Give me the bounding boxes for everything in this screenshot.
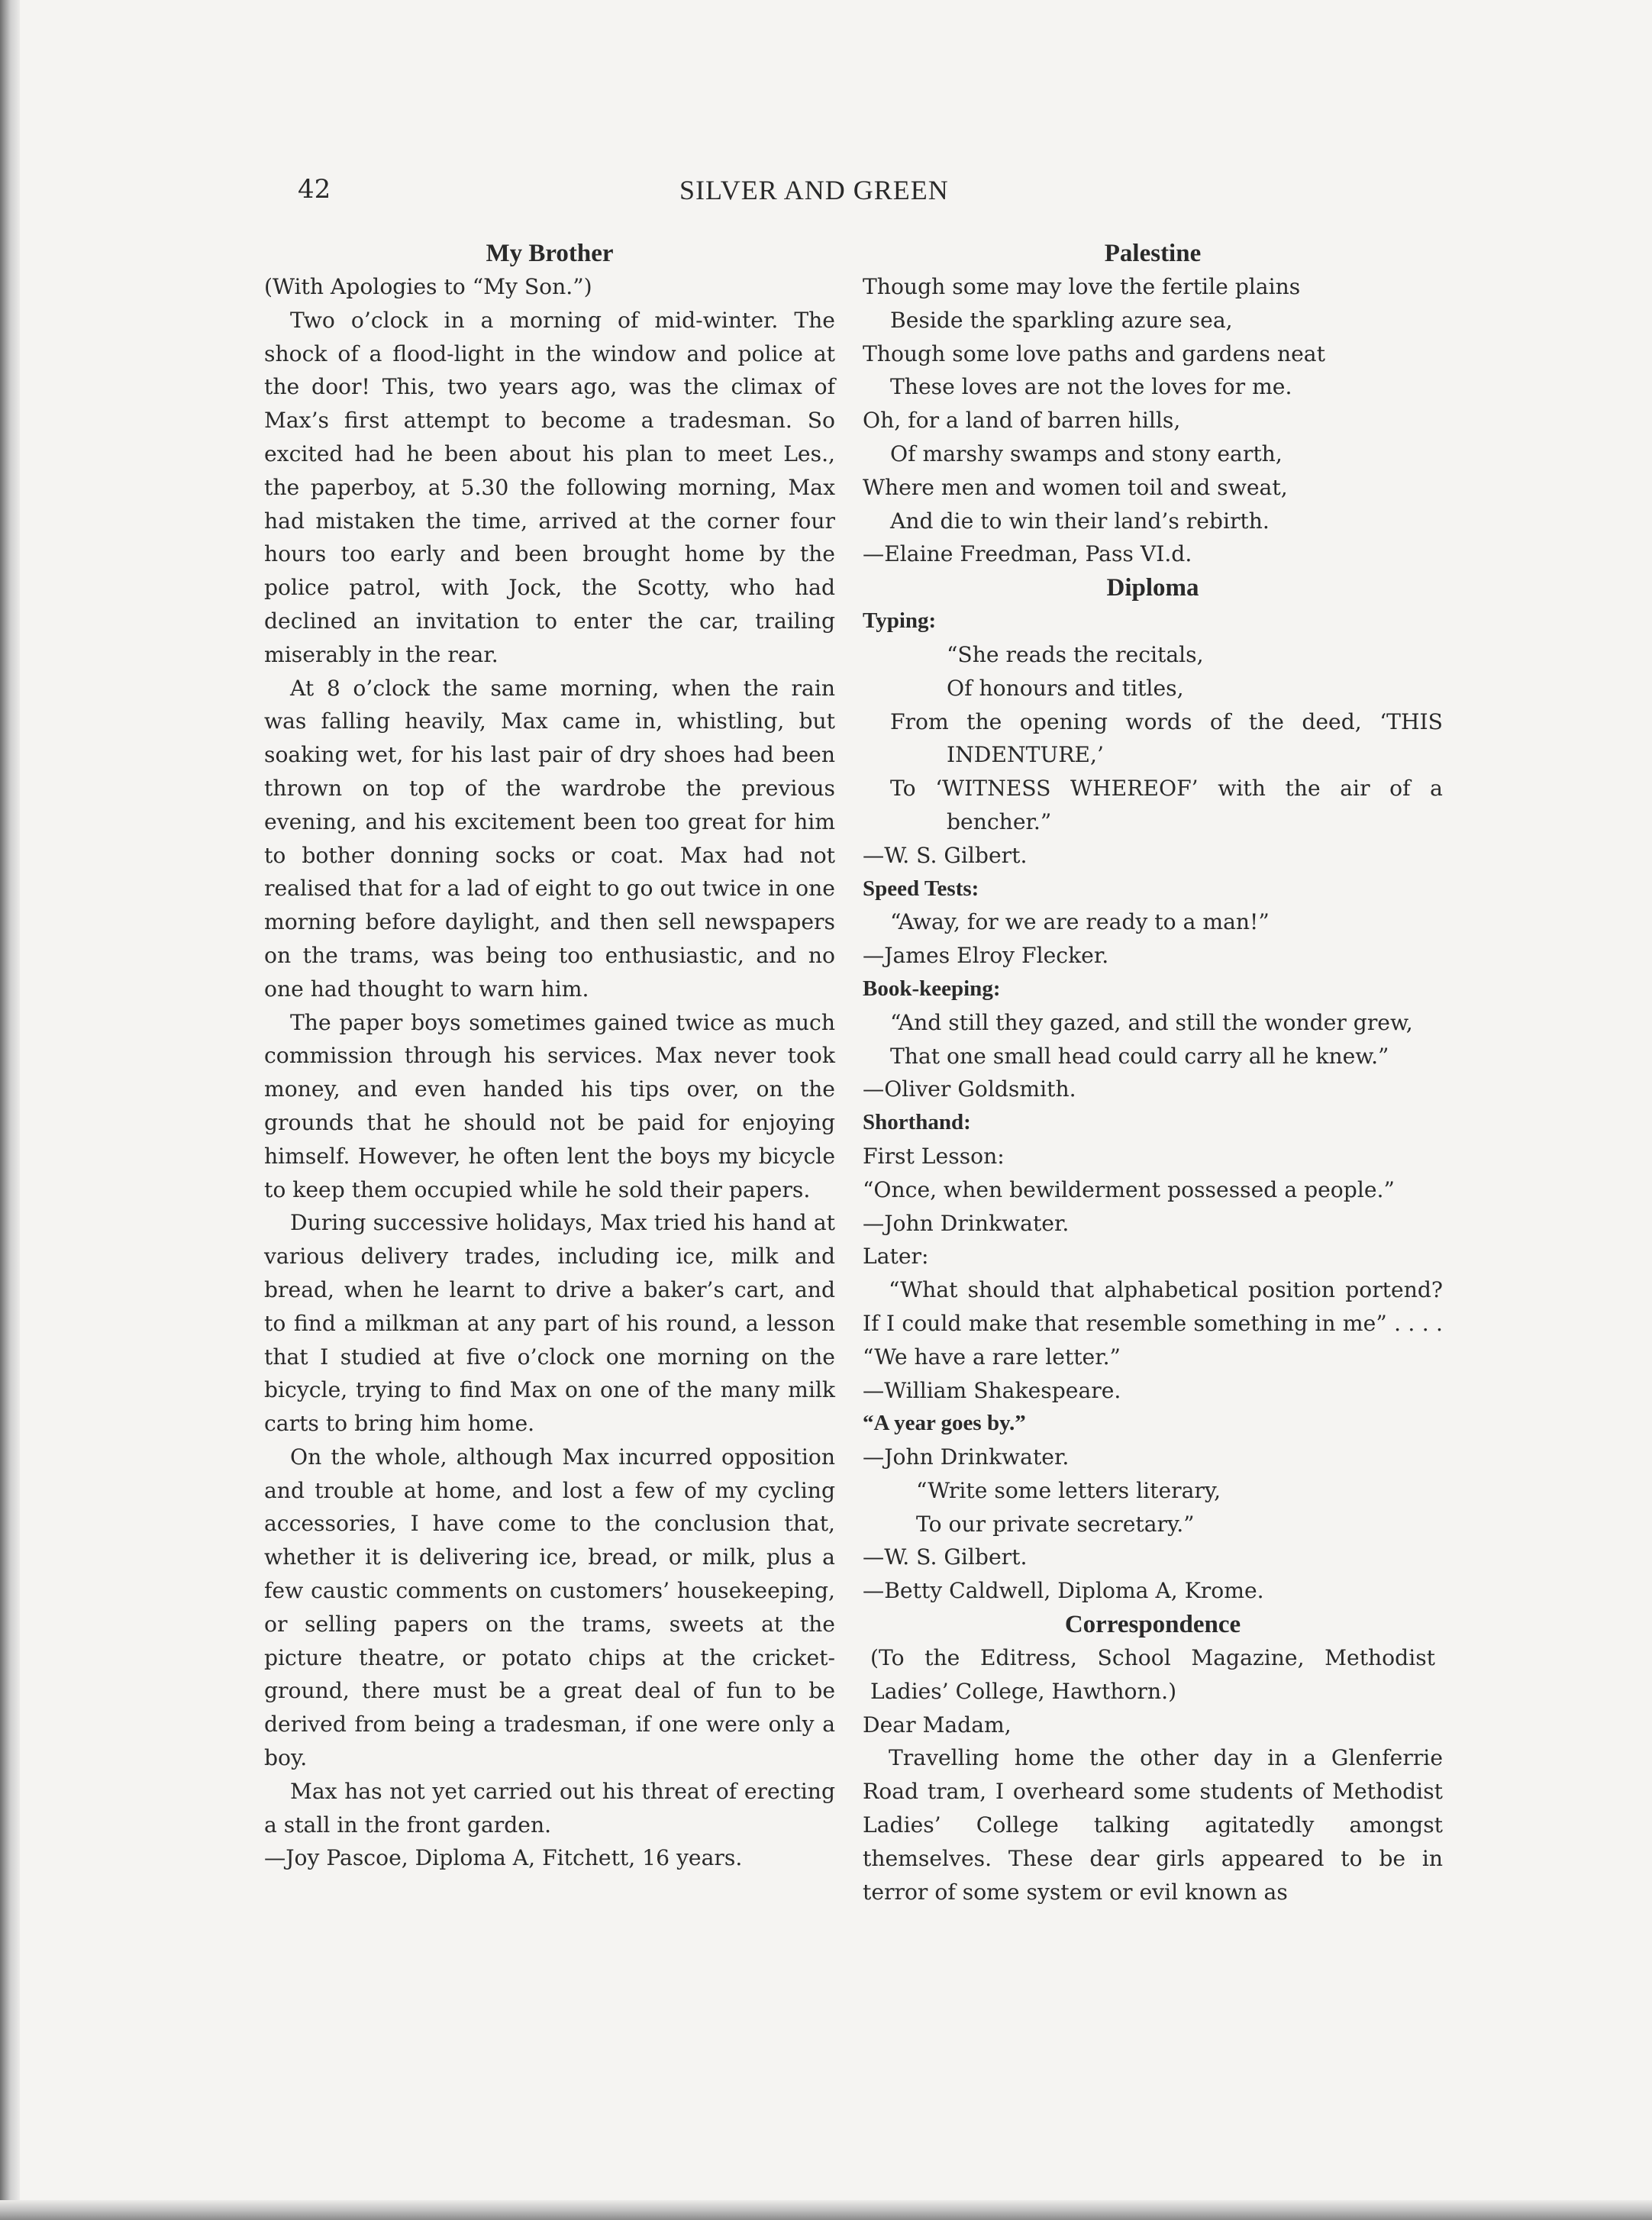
quote-attribution: —William Shakespeare.: [863, 1377, 1121, 1403]
quote-line: “Away, for we are ready to a man!”: [890, 909, 1270, 935]
paragraph: During successive holidays, Max tried his hand at various delivery trades, including ice, milk and bread, when he learnt to drive a baker’s cart, and to find a milkman at any part of his round, a lesson that I studied at five o’clock one morning on the bicycle, trying to find Max on one of the many milk carts to bring him home.: [264, 1210, 835, 1437]
lesson-label: First Lesson:: [863, 1143, 1005, 1169]
poem-line: Though some may love the fertile plains: [863, 274, 1301, 299]
letter-address: (To the Editress, School Magazine, Methodist Ladies’ College, Hawthorn.): [870, 1645, 1435, 1704]
left-column: [264, 237, 835, 1875]
lesson-label: Later:: [863, 1244, 929, 1270]
quote-line: To ‘WITNESS WHEREOF’ with the air of a bencher.”: [890, 776, 1443, 834]
poem-line: Where men and women toil and sweat,: [863, 474, 1288, 500]
poem-line: Oh, for a land of barren hills,: [863, 408, 1181, 434]
section-label-typing: Typing:: [863, 608, 937, 634]
article-title-my-brother: My Brother: [486, 240, 614, 267]
paragraph: Max has not yet carried out his threat of erecting a stall in the front garden.: [264, 1778, 835, 1838]
article-title-diploma: Diploma: [1106, 574, 1199, 602]
article-title-correspondence: Correspondence: [1064, 1611, 1241, 1639]
article-subtitle: (With Apologies to “My Son.”): [264, 274, 592, 299]
author-signature: —Elaine Freedman, Pass VI.d.: [863, 541, 1192, 567]
quote-line: From the opening words of the deed, ‘THIS INDENTURE,’: [890, 708, 1443, 768]
poem-line: These loves are not the loves for me.: [890, 374, 1292, 400]
quote-line: “What should that alphabetical position portend? If I could make that resemble something in me” . . . . “We have a rare letter.”: [863, 1277, 1443, 1370]
section-label-speed-tests: Speed Tests:: [863, 876, 979, 901]
quote-attribution: —W. S. Gilbert.: [863, 1544, 1028, 1570]
paragraph: Two o’clock in a morning of mid-winter. The shock of a flood-light in the window and police at the door! This, two years ago, was the climax of Max’s first attempt to become a tradesman. So excited had he been about his plan to meet Les., the paperboy, at 5.30 the following morning, Max had mistaken the time, arrived at the corner four hours too early and been brought home by the police patrol, with Jock, the Scotty, who had declined an invitation to enter the car, trailing miserably in the rear.: [264, 307, 835, 667]
quote-line: “And still they gazed, and still the wonder grew,: [890, 1009, 1413, 1035]
poem-line: Of marshy swamps and stony earth,: [890, 440, 1283, 466]
poem-line: And die to win their land’s rebirth.: [890, 508, 1270, 534]
page-bottom-edge: [0, 2200, 1652, 2220]
page-number: 42: [298, 174, 331, 205]
quote-line: Of honours and titles,: [947, 675, 1184, 701]
quote-line: “She reads the recitals,: [947, 641, 1204, 667]
paragraph: At 8 o’clock the same morning, when the rain was falling heavily, Max came in, whistling, but soaking wet, for his last pair of dry shoes had been thrown on top of the wardrobe the previous evening, and his excitement been too great for him to bother donning socks or coat. Max had not realised that for a lad of eight to go out twice in one morning before daylight, and then sell newspapers on the trams, was being too enthusiastic, and no one had thought to warn him.: [264, 675, 835, 1002]
paragraph: On the whole, although Max incurred opposition and trouble at home, and lost a few of my cycling accessories, I have come to the conclusion that, whether it is delivering ice, bread, or milk, plus a few caustic comments on customers’ housekeeping, or selling papers on the trams, sweets at the picture theatre, or potato chips at the cricket-ground, there must be a great deal of fun to be derived from being a tradesman, if one were only a boy.: [264, 1444, 835, 1771]
letter-salutation: Dear Madam,: [863, 1712, 1012, 1738]
quote-line: To our private secretary.”: [916, 1511, 1195, 1537]
quote-line: That one small head could carry all he knew.”: [890, 1043, 1389, 1069]
running-title: SILVER AND GREEN: [679, 175, 949, 205]
page-header: [298, 174, 1443, 220]
quote-attribution: —W. S. Gilbert.: [863, 842, 1028, 868]
author-signature: —Joy Pascoe, Diploma A, Fitchett, 16 years.: [264, 1845, 743, 1871]
section-label-shorthand: Shorthand:: [863, 1110, 971, 1135]
book-binding-shadow: [0, 0, 20, 2220]
poem-line: Though some love paths and gardens neat: [863, 340, 1325, 366]
section-label-year-goes-by: “A year goes by.”: [863, 1411, 1026, 1436]
quote-attribution: —John Drinkwater.: [863, 1210, 1070, 1236]
poem-line: Beside the sparkling azure sea,: [890, 307, 1233, 333]
author-signature: —Betty Caldwell, Diploma A, Krome.: [863, 1578, 1264, 1604]
quote-attribution: —James Elroy Flecker.: [863, 943, 1109, 969]
quote-line: “Write some letters literary,: [916, 1477, 1221, 1503]
quote-line: “Once, when bewilderment possessed a people.”: [863, 1176, 1395, 1202]
right-column: [863, 237, 1443, 1909]
paragraph: The paper boys sometimes gained twice as much commission through his services. Max never took money, and even handed his tips over, on the grounds that he should not be paid for enjoying himself. However, he often lent the boys my bicycle to keep them occupied while he sold their papers.: [264, 1009, 835, 1202]
letter-body: Travelling home the other day in a Glenferrie Road tram, I overheard some students of Methodist Ladies’ College talking agitatedly amongst themselves. These dear girls appeared to be in terror of some system or evil known as: [863, 1745, 1443, 1905]
quote-attribution: —John Drinkwater.: [863, 1444, 1070, 1470]
section-label-book-keeping: Book-keeping:: [863, 976, 1001, 1001]
quote-attribution: —Oliver Goldsmith.: [863, 1076, 1076, 1102]
article-title-palestine: Palestine: [1104, 240, 1202, 267]
